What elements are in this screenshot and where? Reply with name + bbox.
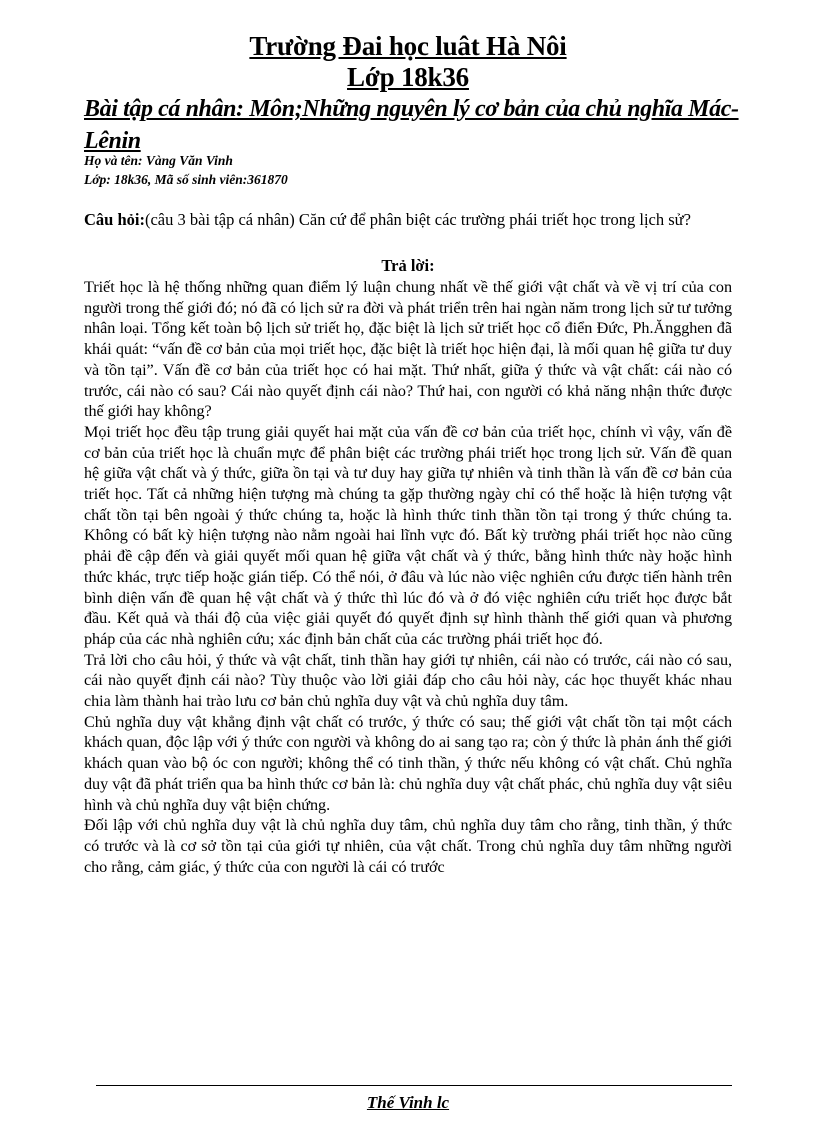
footer-divider <box>96 1085 732 1086</box>
school-title: Trường Đai học luât Hà Nôi <box>249 31 567 61</box>
assignment-subject: Bài tập cá nhân: Môn;Những nguyên lý cơ bản của chủ nghĩa Mác-Lênin <box>84 96 739 154</box>
question-text: (câu 3 bài tập cá nhân) Căn cứ để phân biệt các trường phái triết học trong lịch sử? <box>144 210 691 229</box>
question-block <box>84 210 724 230</box>
footer-text: Thế Vinh lc <box>366 1093 450 1112</box>
student-class-id: Lớp: 18k36, Mã số sinh viên:361870 <box>84 172 288 187</box>
answer-paragraph-2: Mọi triết học đều tập trung giải quyết hai mặt của vấn đề cơ bản của triết học, chính vì vậy, vấn đề cơ bản của triết học là chuẩn mực để phân biệt các trường phái triết học trong lịch sử. Vấn đề quan hệ giữa vật chất và ý thức, giữa ồn tại và tư duy hay giữa tự nhiên và tinh thần là vấn đề cơ bản của triết học. Tất cả những hiện tượng mà chúng ta gặp thường ngày chỉ có thể hoặc là hiện tượng vật chất tồn tại bên ngoài ý thức chúng ta, hoặc là hình thức tinh thần tồn tại trong ý thức chúng ta. Không có bất kỳ hiện tượng nào nằm ngoài hai lĩnh vực đó. Bất kỳ trường phái triết học nào cũng phải đề cập đến và giải quyết mối quan hệ giữa vật chất và ý thức, bằng hình thức này hoặc hình thức khác, trực tiếp hoặc gián tiếp. Có thể nói, ở đâu và lúc nào việc nghiên cứu được tiến hành trên bình diện vấn đề quan hệ vật chất và ý thức thì lúc đó và ở đó việc nghiên cứu triết học được bắt đầu. Kết quả và thái độ của việc giải quyết đó quyết định sự hình thành thế giới quan và phương pháp của các nhà nghiên cứu; xác định bản chất của các trường phái triết học đó. <box>84 422 732 648</box>
student-name: Họ và tên: Vàng Văn Vinh <box>84 153 233 168</box>
answer-paragraph-4: Chủ nghĩa duy vật khẳng định vật chất có trước, ý thức có sau; thế giới vật chất tồn tại một cách khách quan, độc lập với ý thức con người và không do ai sang tạo ra; còn ý thức là phản ánh thế giới khách quan vào bộ óc con người; không thể có tinh thần, ý thức nếu không có vật chất. Chủ nghĩa duy vật đã phát triển qua ba hình thức cơ bản là: chủ nghĩa duy vật chất phác, chủ nghĩa duy vật siêu hình và chủ nghĩa duy vật biện chứng. <box>84 712 732 814</box>
question-label: Câu hỏi: <box>84 210 145 229</box>
answer-paragraph-3: Trả lời cho câu hỏi, ý thức và vật chất, tinh thần hay giới tự nhiên, cái nào có trước, cái nào có sau, cái nào quyết định cái nào? Tùy thuộc vào lời giải đáp cho câu hỏi này, các học thuyết khác nhau chia làm thành hai trào lưu cơ bản chủ nghĩa duy vật và chủ nghĩa duy tâm. <box>84 650 732 711</box>
answer-heading: Trả lời: <box>381 256 435 275</box>
answer-paragraph-5: Đối lập với chủ nghĩa duy vật là chủ nghĩa duy tâm, chủ nghĩa duy tâm cho rằng, tinh thần, ý thức có trước và là cơ sở tồn tại của giới tự nhiên, của vật chất. Trong chủ nghĩa duy tâm những người cho rằng, cảm giác, ý thức của con người là cái có trước <box>84 816 732 876</box>
answer-paragraph-1: Triết học là hệ thống những quan điểm lý luận chung nhất về thế giới vật chất và về vị trí của con người trong thế giới đó; nó đã có lịch sử ra đời và phát triển trên hai ngàn năm trong lịch sử tư tưởng nhân loại. Tổng kết toàn bộ lịch sử triết họ, đặc biệt là lịch sử triết học cổ điển Đức, Ph.Ăngghen đã khái quát: “vấn đề cơ bản của mọi triết học, đặc biệt là triết học hiện đại, là mối quan hệ giữa tư duy và tồn tại”. Vấn đề cơ bản của triết học có hai mặt. Thứ nhất, giữa ý thức và vật chất: cái nào có trước, cái nào có sau? Cái nào quyết định cái nào? Thứ hai, con người có khả năng nhận thức được thế giới hay không? <box>84 278 732 421</box>
class-title: Lớp 18k36 <box>347 62 469 92</box>
answer-body <box>84 277 732 877</box>
